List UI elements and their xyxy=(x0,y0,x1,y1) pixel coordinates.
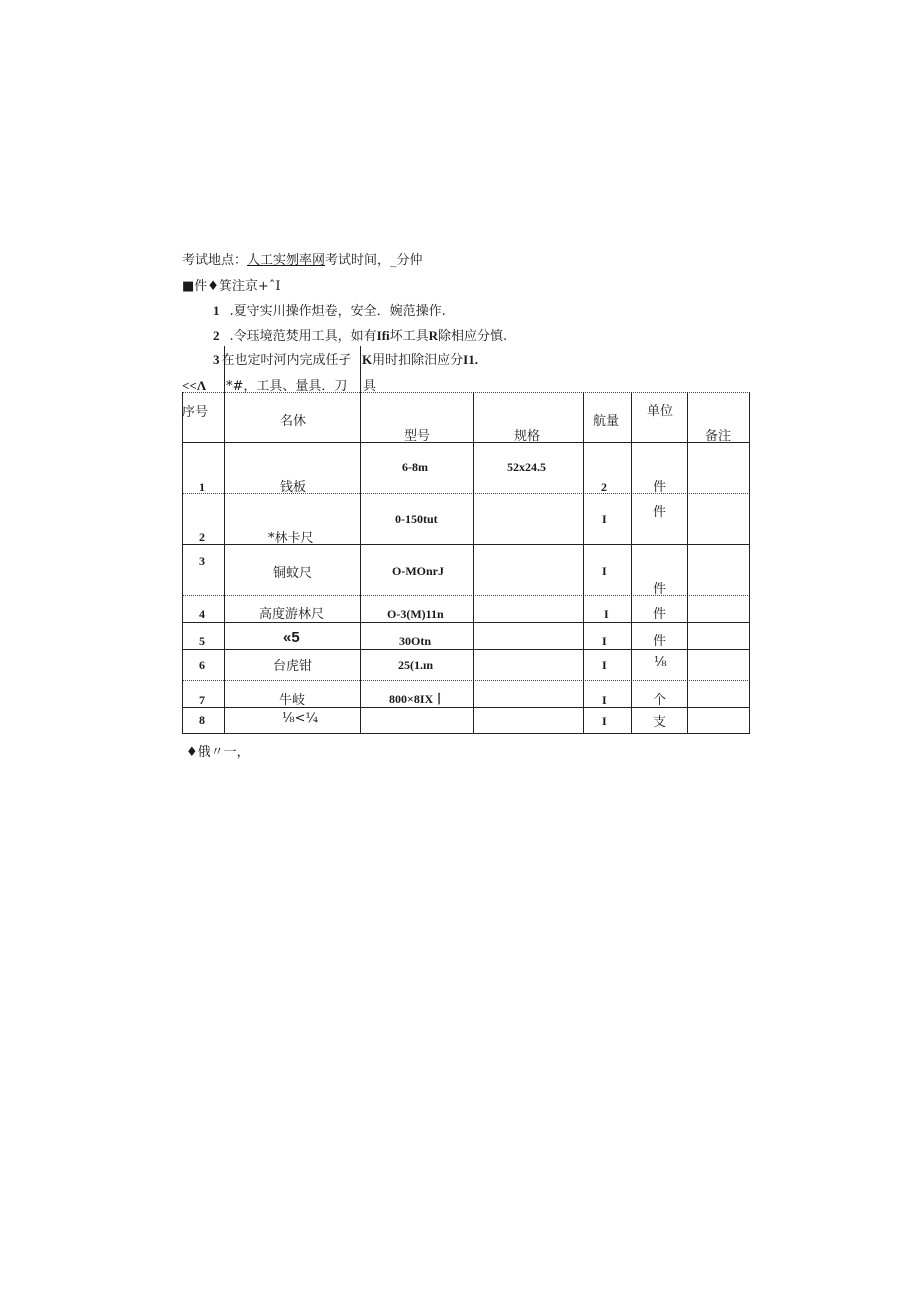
header-remark: 备注 xyxy=(705,429,732,444)
notice-item-bold: K xyxy=(362,352,373,367)
row6-seq: 6 xyxy=(199,658,205,672)
table-border xyxy=(182,392,750,393)
footer-note: ♦俄〃一， xyxy=(186,745,250,760)
divider xyxy=(224,346,225,392)
row3-unit: 件 xyxy=(653,582,667,597)
exam-info-line xyxy=(182,249,423,268)
row8-unit: 支 xyxy=(653,715,667,730)
row3-seq: 3 xyxy=(199,554,205,568)
notice-item-2 xyxy=(213,325,507,344)
row4-qty: I xyxy=(604,607,609,621)
header-seq: 序号 xyxy=(182,405,209,420)
header-unit: 单位 xyxy=(647,404,674,419)
section-mark: <<Λ xyxy=(182,378,207,393)
notice-item-1 xyxy=(213,300,446,319)
row1-seq: 1 xyxy=(199,480,205,494)
row5-name: «5 xyxy=(283,629,300,646)
table-border xyxy=(182,392,183,734)
row6-qty: I xyxy=(602,658,607,672)
table-border xyxy=(631,392,632,734)
table-border xyxy=(182,680,750,681)
row8-seq: 8 xyxy=(199,713,205,727)
notice-item-number: 2 xyxy=(213,328,220,343)
location-label: 考试地点： xyxy=(182,253,248,268)
notice-item-tail: 用时扣除汨应分 xyxy=(372,353,464,368)
row1-spec: 52x24.5 xyxy=(507,460,546,474)
row1-qty: 2 xyxy=(601,480,607,494)
row5-model: 30Otn xyxy=(399,634,432,648)
table-border xyxy=(583,392,584,734)
row8-name: ⅛<¼ xyxy=(282,711,319,726)
row7-unit: 个 xyxy=(653,693,667,708)
row4-name: 高度游林尺 xyxy=(259,607,325,622)
row7-model: 800×8IX丨 xyxy=(389,692,446,706)
row5-seq: 5 xyxy=(199,634,205,648)
section-label: *#，工具、量具．刀 xyxy=(226,379,348,394)
notice-item-number: 3 xyxy=(213,352,220,367)
notice-item-tail: 坏工具 xyxy=(389,329,429,344)
table-border xyxy=(182,733,750,734)
notice-item-text: .令珏境范焚用工具，如有 xyxy=(229,329,377,344)
row5-qty: I xyxy=(602,634,607,648)
header-name: 名休 xyxy=(280,414,307,429)
notice-item-end: 除相应分慎. xyxy=(438,329,508,344)
row4-model: O-3(M)11n xyxy=(387,607,444,621)
row2-seq: 2 xyxy=(199,530,205,544)
notice-item-bold2: I1. xyxy=(463,352,478,367)
row2-name: *林卡尺 xyxy=(268,531,314,546)
row2-unit: 件 xyxy=(653,505,667,520)
header-qty: 航量 xyxy=(593,414,620,429)
row2-qty: I xyxy=(602,512,607,526)
notice-item-text: .夏守实川操作炟卷，安全．婉范操作. xyxy=(229,304,446,319)
row3-model: O-MOnrJ xyxy=(392,564,444,578)
table-border xyxy=(182,442,750,443)
row6-name: 台虎钳 xyxy=(273,659,313,674)
header-model: 型号 xyxy=(404,429,431,444)
notice-item-3 xyxy=(213,349,352,368)
notice-title: ■件♦箕注京+ˆI xyxy=(182,279,281,294)
row4-seq: 4 xyxy=(199,607,205,621)
time-label: 考试时间，_分仲 xyxy=(325,253,423,268)
notice-item-bold: Ifi xyxy=(376,328,390,343)
row7-name: 牛岐 xyxy=(279,693,306,708)
header-spec: 规格 xyxy=(514,429,541,444)
notice-item-3-continuation xyxy=(362,349,478,368)
row8-qty: I xyxy=(602,714,607,728)
section-label-tail: 具 xyxy=(363,379,377,394)
divider xyxy=(360,346,361,392)
row1-model: 6-8m xyxy=(402,460,428,474)
row2-model: 0-150tut xyxy=(395,512,438,526)
row3-qty: I xyxy=(602,564,607,578)
table-border xyxy=(360,392,361,734)
row1-name: 钱板 xyxy=(280,480,307,495)
table-border xyxy=(687,392,688,734)
table-border xyxy=(224,392,225,734)
location-value: 人工实刎率网 xyxy=(247,253,326,268)
row4-unit: 件 xyxy=(653,607,667,622)
row1-unit: 件 xyxy=(653,480,667,495)
table-border xyxy=(182,622,750,623)
row7-seq: 7 xyxy=(199,693,205,707)
row6-model: 25(1.ın xyxy=(398,658,434,672)
notice-item-bold2: R xyxy=(428,328,439,343)
table-border xyxy=(749,392,750,734)
notice-item-text: 在也定吋河内完成任孑 xyxy=(221,353,352,368)
row5-unit: 件 xyxy=(653,634,667,649)
table-border xyxy=(182,649,750,650)
notice-item-number: 1 xyxy=(213,303,220,318)
row7-qty: I xyxy=(602,693,607,707)
tools-table xyxy=(182,392,750,734)
row3-name: 铜蚊尺 xyxy=(273,566,313,581)
table-border xyxy=(473,392,474,734)
row6-unit: ⅛ xyxy=(654,655,667,670)
